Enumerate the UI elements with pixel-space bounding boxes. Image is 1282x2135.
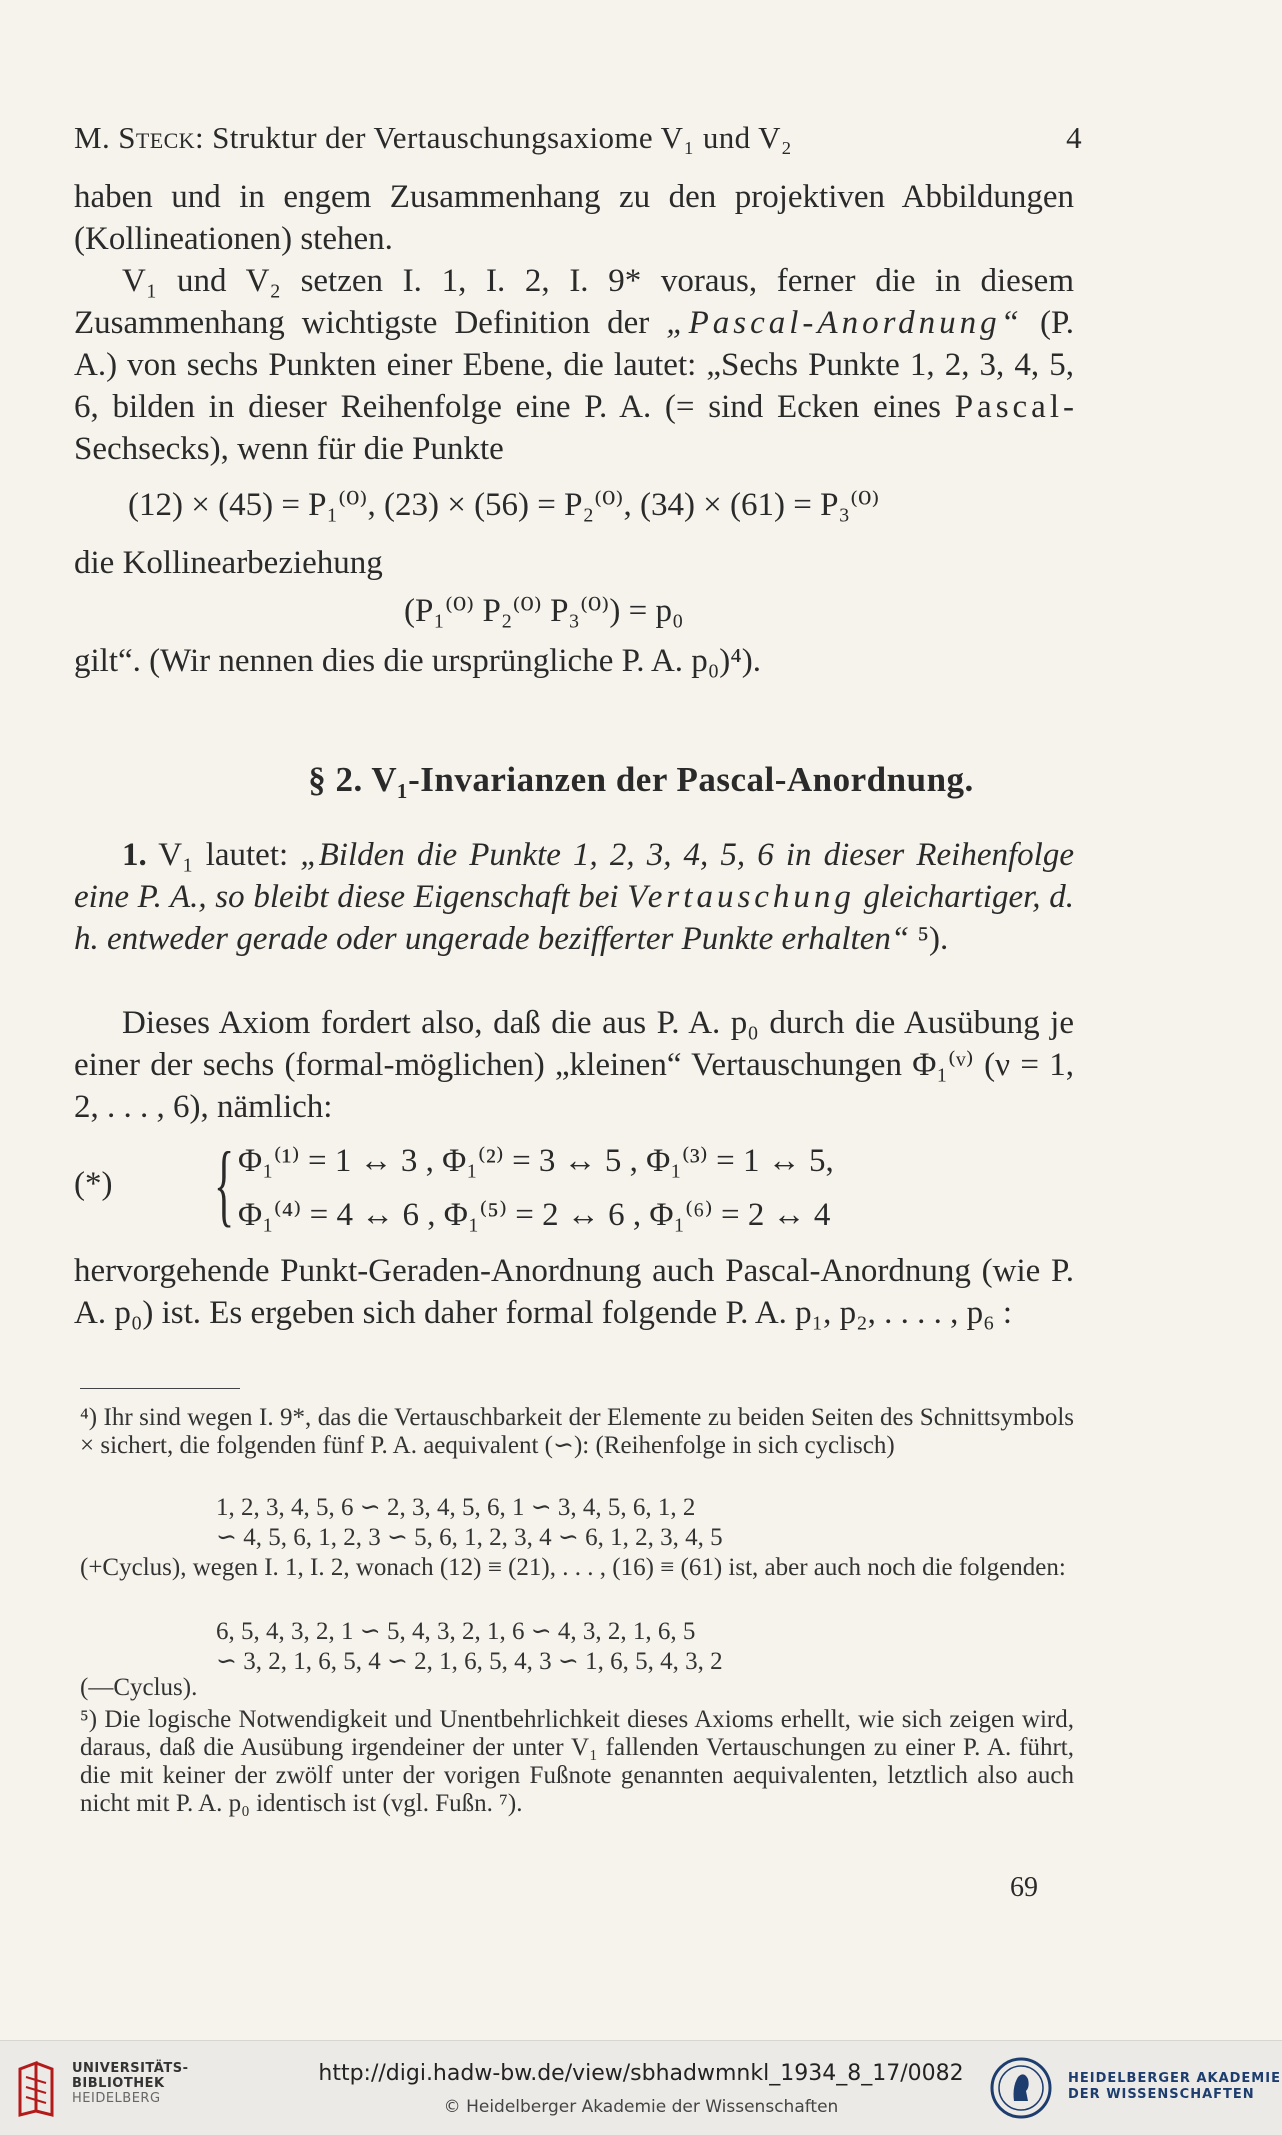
para2-text-b: (P. A.) von sechs Punkten einer Ebene, die lautet: „Sechs Punkte 1, 2, 3, 4, 5, 6, bilden in dieser Reihenfolge eine P. A. (= sind Ecken eines: [74, 305, 1074, 425]
axiom-quote-b: gleichartiger, d. h. entweder gerade oder ungerade bezifferter Punkte erhalten“: [74, 879, 1074, 957]
footnote-4-sequence-3: 6, 5, 4, 3, 2, 1 ∽ 5, 4, 3, 2, 1, 6 ∽ 4, 3, 2, 1, 6, 5: [216, 1618, 696, 1645]
pascal-name: Pascal: [954, 389, 1063, 425]
footer-bar: [0, 2040, 1282, 2135]
footnote-4-sequence-1: 1, 2, 3, 4, 5, 6 ∽ 2, 3, 4, 5, 6, 1 ∽ 3, 4, 5, 6, 1, 2: [216, 1494, 696, 1521]
axiom-intro: V₁ lautet:: [146, 837, 301, 873]
paragraph-4: gilt“. (Wir nennen dies die ursprüngliche P. A. p₀)⁴).: [74, 643, 762, 679]
footnote-4-sequence-4: ∽ 3, 2, 1, 6, 5, 4 ∽ 2, 1, 6, 5, 4, 3 ∽ 1, 6, 5, 4, 3, 2: [216, 1648, 723, 1675]
axiom-spaced-word: Vertauschung: [627, 879, 855, 915]
paragraph-2: [74, 260, 1074, 470]
axiom-footnote-ref: ⁵).: [909, 921, 949, 957]
axiom-quote-a: „Bilden die Punkte 1, 2, 3, 4, 5, 6 in dieser Reihenfolge eine P. A., so bleibt diese Eigenschaft bei: [74, 837, 1074, 915]
ub-line-2: BIBLIOTHEK: [72, 2076, 165, 2091]
pascal-anordnung-term: „Pascal-Anordnung“: [666, 305, 1024, 341]
footnote-4-text: ⁴) Ihr sind wegen I. 9*, das die Vertauschbarkeit der Elemente zu beiden Seiten des Schnittsymbols × sichert, die folgenden fünf P. A. aequivalent (∽): (Reihenfolge in sich cyclisch): [80, 1404, 1074, 1459]
footnote-4-text-c: (—Cyclus).: [80, 1674, 198, 1701]
paragraph-1: haben und in engem Zusammenhang zu den projektiven Abbildungen (Kollineationen) stehen.: [74, 179, 1074, 257]
equation-collinearity: (P₁⁽⁰⁾ P₂⁽⁰⁾ P₃⁽⁰⁾) = p₀: [404, 593, 684, 629]
academy-line-1: HEIDELBERGER AKADEMIE: [1068, 2071, 1281, 2086]
copyright-notice: © Heidelberger Akademie der Wissenschaften: [443, 2097, 839, 2117]
equation-intersections: (12) × (45) = P₁⁽⁰⁾, (23) × (56) = P₂⁽⁰⁾, (34) × (61) = P₃⁽⁰⁾: [128, 487, 880, 523]
system-line-2: Φ₁⁽⁴⁾ = 4 ↔ 6 , Φ₁⁽⁵⁾ = 2 ↔ 6 , Φ₁⁽⁶⁾ = 2 ↔ 4: [238, 1197, 831, 1233]
footnote-4-sequence-2: ∽ 4, 5, 6, 1, 2, 3 ∽ 5, 6, 1, 2, 3, 4 ∽ 6, 1, 2, 3, 4, 5: [216, 1524, 723, 1551]
permalink-url[interactable]: http://digi.hadw-bw.de/view/sbhadwmnkl_1934_8_17/0082: [318, 2061, 964, 2086]
section-title: § 2. V₁-Invarianzen der Pascal-Anordnung.: [308, 760, 974, 799]
header-author: M. Steck: [74, 120, 195, 155]
ub-line-1: UNIVERSITÄTS-: [72, 2061, 189, 2076]
paragraph-3: die Kollinearbeziehung: [74, 545, 383, 581]
ub-line-3: HEIDELBERG: [72, 2091, 161, 2106]
folio-number: 69: [1010, 1872, 1038, 1903]
paragraph-6: Dieses Axiom fordert also, daß die aus P. A. p₀ durch die Ausübung je einer der sechs (formal-möglichen) „kleinen“ Vertauschungen Φ₁⁽ᵛ⁾ (ν = 1, 2, . . . , 6), nämlich:: [74, 1005, 1074, 1125]
para2-text-c: -Sechsecks), wenn für die Punkte: [74, 389, 1074, 467]
paragraph-7: hervorgehende Punkt-Geraden-Anordnung auch Pascal-Anordnung (wie P. A. p₀) ist. Es ergeben sich daher formal folgende P. A. p₁, p₂, . . . . , p₆ :: [74, 1253, 1074, 1331]
brace-icon: {: [214, 1135, 235, 1237]
academy-line-2: DER WISSENSCHAFTEN: [1068, 2087, 1255, 2102]
paragraph-axiom: [74, 834, 1074, 960]
header-page-number: 4: [1066, 120, 1082, 155]
header-title: : Struktur der Vertauschungsaxiome V₁ und V₂: [194, 120, 793, 155]
running-header: [74, 120, 1082, 156]
system-label: (*): [74, 1166, 113, 1202]
academy-name: [1068, 2071, 1281, 2103]
academy-seal-icon: [990, 2057, 1052, 2119]
footnote-4-text-b: (+Cyclus), wegen I. 1, I. 2, wonach (12) ≡ (21), . . . , (16) ≡ (61) ist, aber auch noch die folgenden:: [80, 1554, 1066, 1581]
footnote-5-text: ⁵) Die logische Notwendigkeit und Unentbehrlichkeit dieses Axioms erhellt, wie sich zeigen wird, daraus, daß die Ausübung irgendeiner der unter V₁ fallenden Vertauschungen zu einer P. A. führt, die mit keiner der zwölf unter der vorigen Fußnote genannten aequivalenten, letztlich also auch nicht mit P. A. p₀ identisch ist (vgl. Fußn. ⁷).: [80, 1706, 1074, 1817]
footnote-divider: [80, 1388, 240, 1389]
item-number: 1.: [122, 837, 147, 873]
system-line-1: Φ₁⁽¹⁾ = 1 ↔ 3 , Φ₁⁽²⁾ = 3 ↔ 5 , Φ₁⁽³⁾ = 1 ↔ 5,: [238, 1143, 834, 1179]
para2-text-a: V₁ und V₂ setzen I. 1, I. 2, I. 9* voraus, ferner die in diesem Zusammenhang wichtigste Definition der: [74, 263, 1074, 341]
